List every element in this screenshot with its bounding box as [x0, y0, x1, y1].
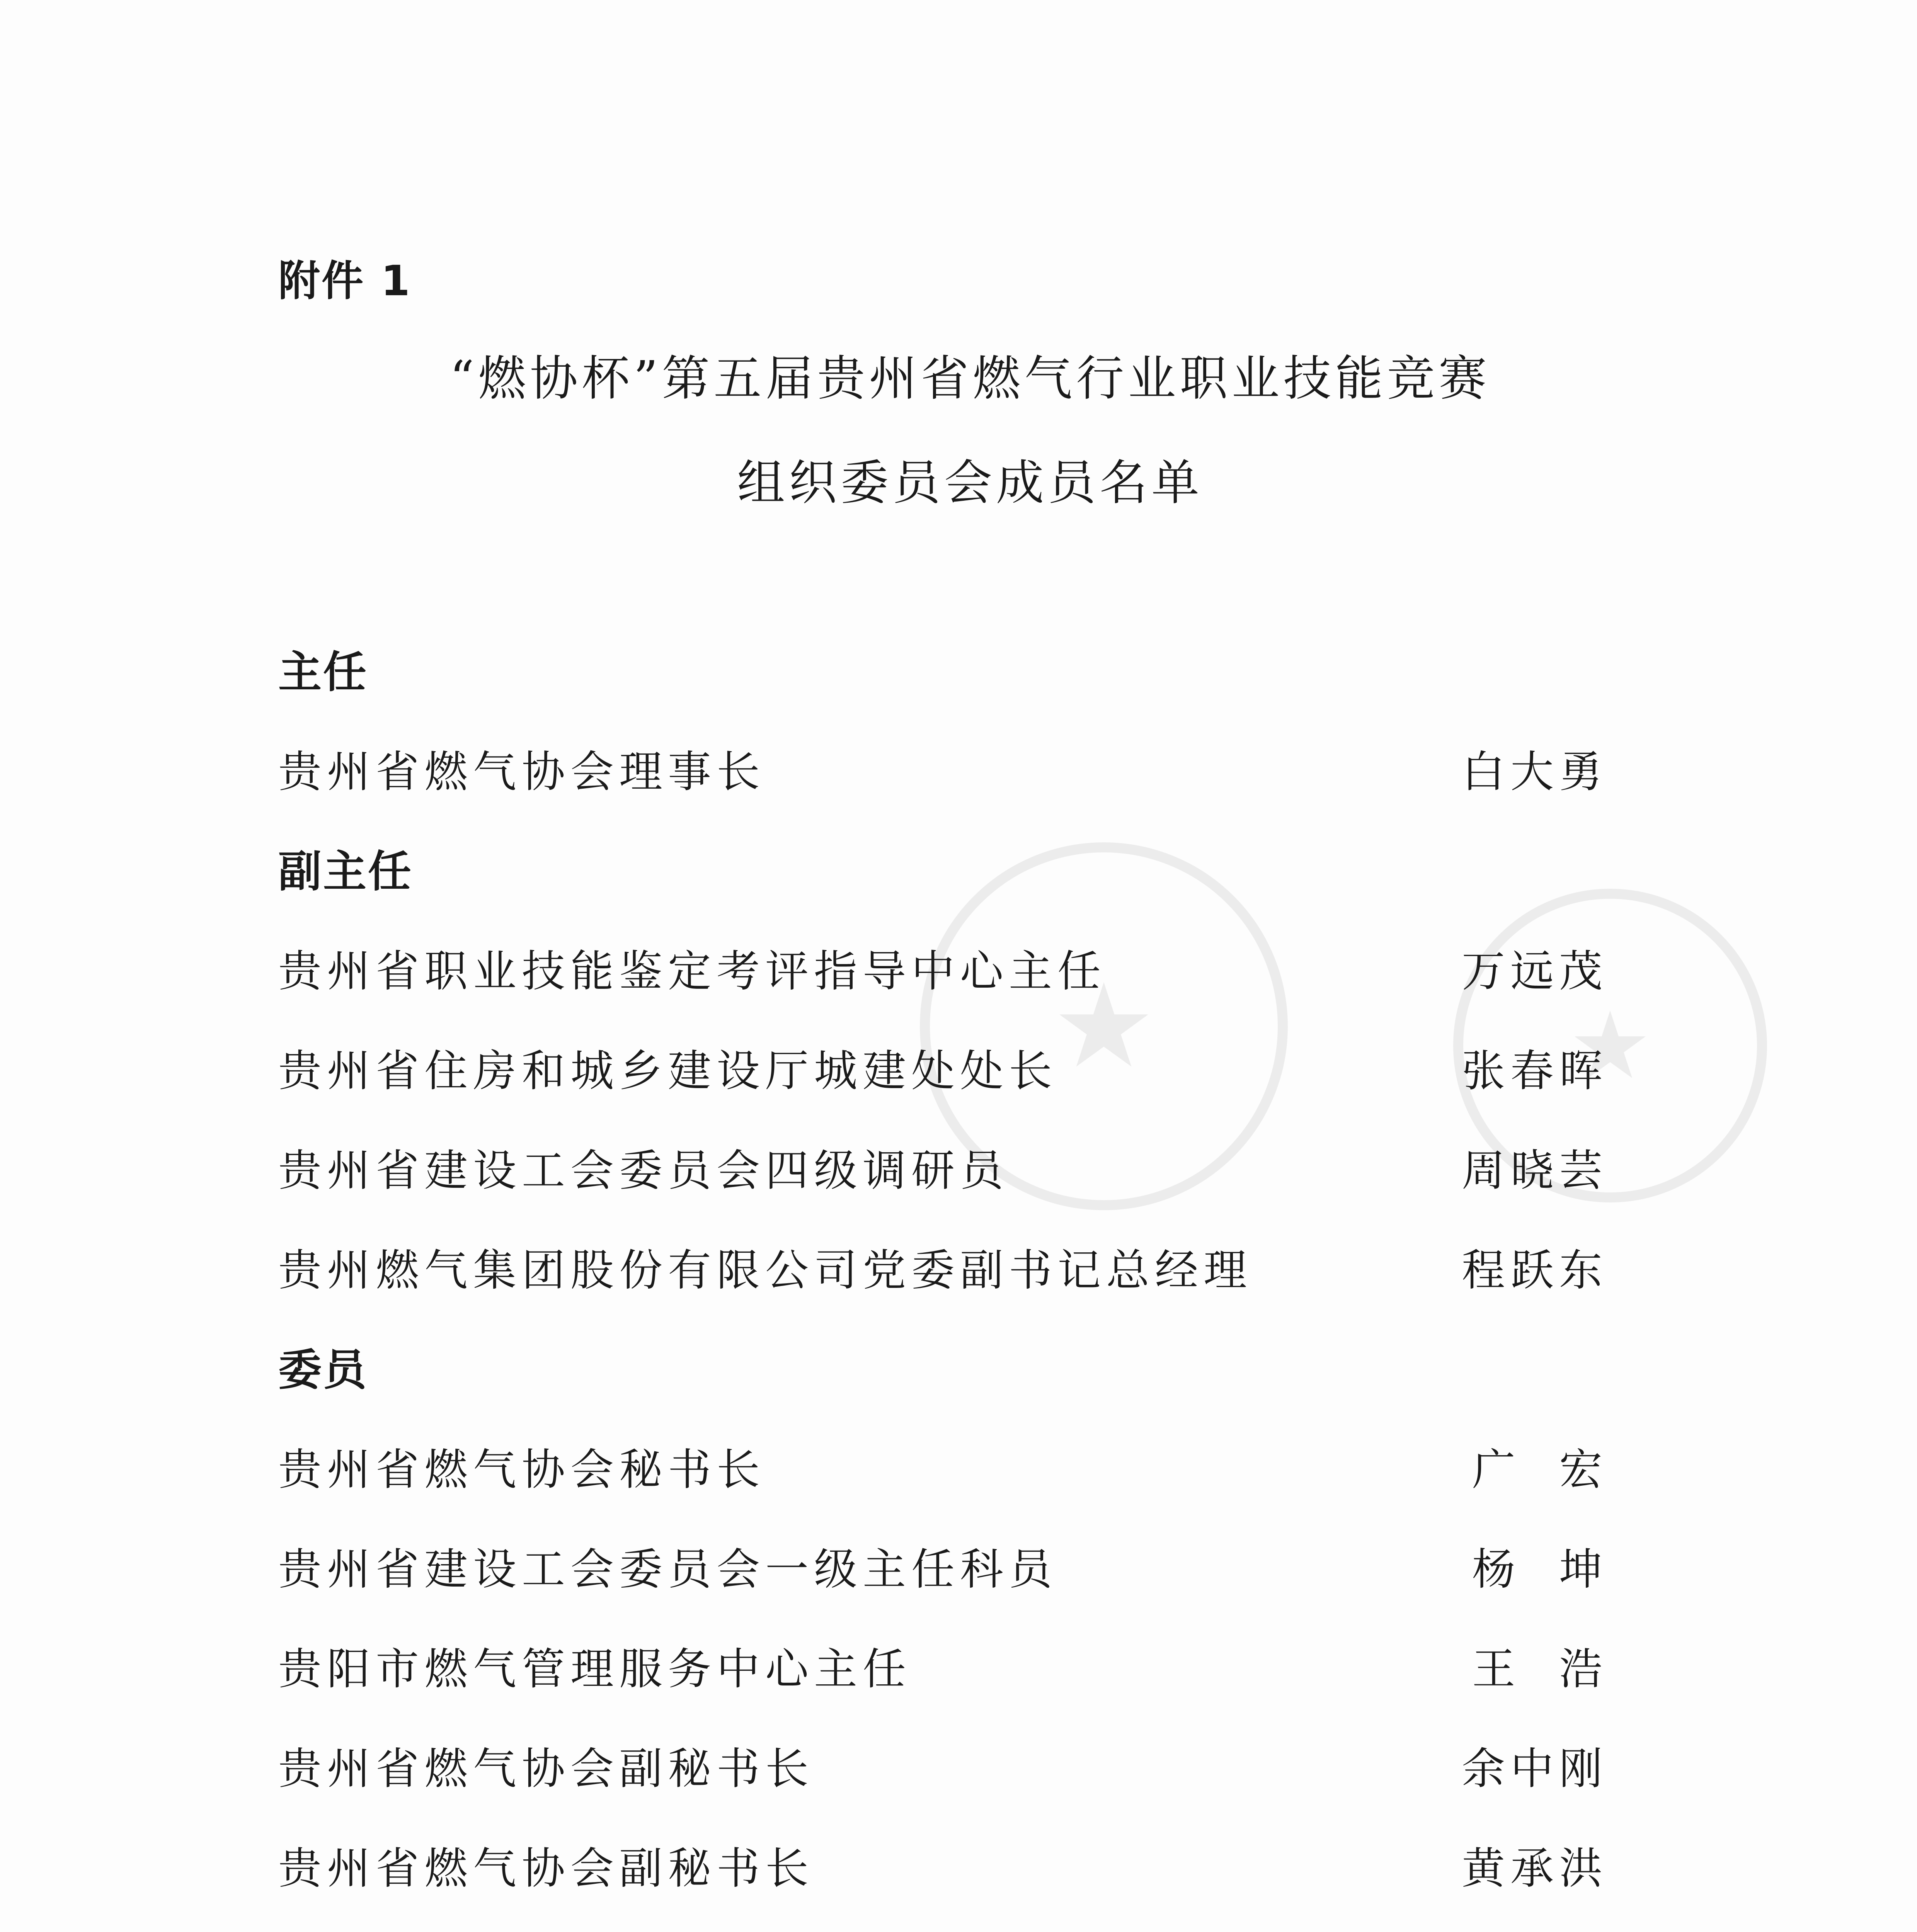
member-position: 贵阳市燃气管理服务中心主任 [278, 1644, 911, 1694]
seal-star-icon: ★ [1052, 959, 1156, 1094]
member-name: 余中刚 [1462, 1744, 1608, 1794]
member-name: 杨 坤 [1472, 1544, 1608, 1595]
member-position: 贵州省建设工会委员会四级调研员 [278, 1146, 1009, 1196]
seal-star-icon: ★ [1568, 992, 1652, 1100]
section-heading-director: 主任 [278, 647, 368, 697]
member-row [278, 1546, 1608, 1593]
member-row [278, 749, 1608, 795]
member-row [278, 1646, 1608, 1692]
document-subtitle: 组织委员会成员名单 [737, 455, 1203, 511]
member-position: 贵州省燃气协会副秘书长 [278, 1844, 814, 1894]
member-position: 贵州省燃气协会秘书长 [278, 1445, 765, 1495]
member-name: 程跃东 [1462, 1245, 1608, 1296]
member-position: 贵州省燃气协会副秘书长 [278, 1744, 814, 1794]
member-name: 白大勇 [1462, 747, 1608, 797]
member-name: 周晓芸 [1462, 1146, 1608, 1196]
member-row [278, 948, 1608, 995]
member-position: 贵州省燃气协会理事长 [278, 747, 765, 797]
member-name: 黄承洪 [1462, 1844, 1608, 1894]
member-row [278, 1048, 1608, 1094]
member-name: 万远茂 [1462, 946, 1608, 997]
document-title: “燃协杯”第五届贵州省燃气行业职业技能竞赛 [449, 351, 1491, 406]
member-position: 贵州燃气集团股份有限公司党委副书记总经理 [278, 1245, 1252, 1296]
member-position: 贵州省职业技能鉴定考评指导中心主任 [278, 946, 1106, 997]
attachment-label: 附件 1 [278, 257, 412, 305]
member-list [278, 649, 1608, 1932]
section-heading-committee: 委员 [278, 1345, 368, 1395]
member-name: 王 浩 [1472, 1644, 1608, 1694]
member-position: 贵州省建设工会委员会一级主任科员 [278, 1544, 1057, 1595]
member-name: 张春晖 [1462, 1046, 1608, 1096]
section-heading-deputy: 副主任 [278, 847, 413, 897]
member-row [278, 1447, 1608, 1493]
member-row [278, 1746, 1608, 1792]
member-row [278, 1148, 1608, 1194]
member-row [278, 1845, 1608, 1892]
member-row [278, 1247, 1608, 1294]
member-position: 贵州省住房和城乡建设厅城建处处长 [278, 1046, 1057, 1096]
member-name: 广 宏 [1472, 1445, 1608, 1495]
